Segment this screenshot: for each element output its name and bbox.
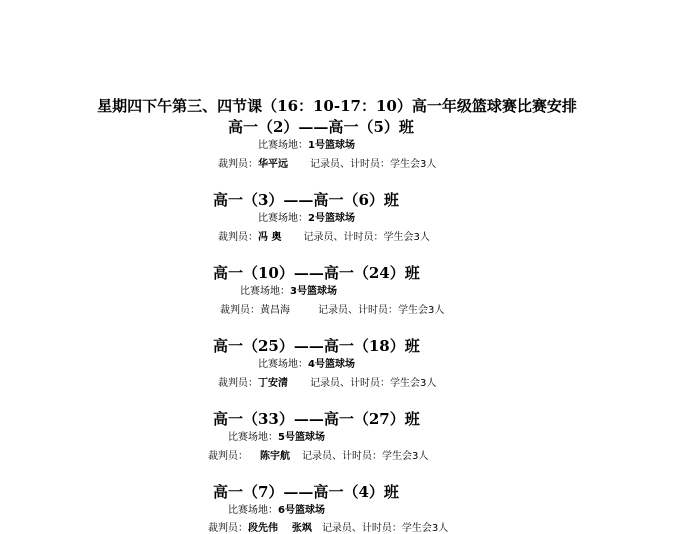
venue-line [228,501,325,516]
venue-label: 比赛场地： [258,140,308,151]
recorder-text: 记录员、计时员：学生会3人 [310,378,437,389]
match-teams: 高一（3）——高一（6）班 [213,191,399,209]
venue-value: 5号篮球场 [278,432,325,443]
referee-line [218,374,436,389]
venue-line [240,282,337,297]
recorder-text: 记录员、计时员：学生会3人 [302,451,429,462]
referee-label: 裁判员： [218,232,258,243]
venue-value: 2号篮球场 [308,213,355,224]
referee-value: 华平远 [258,159,288,170]
match-teams: 高一（25）——高一（18）班 [213,337,420,355]
venue-line [258,355,355,370]
venue-value: 4号篮球场 [308,359,355,370]
venue-label: 比赛场地： [240,286,290,297]
venue-label: 比赛场地： [258,213,308,224]
referee-value: 丁安清 [258,378,288,389]
recorder-text: 记录员、计时员：学生会3人 [318,305,445,316]
match-teams: 高一（33）——高一（27）班 [213,410,420,428]
referee-line [218,155,436,170]
venue-line [258,136,355,151]
referee-line [208,519,448,534]
referee-value: 冯 奥 [258,232,282,243]
venue-line [258,209,355,224]
referee-value: 陈宇航 [260,451,290,462]
referee-label: 裁判员： [218,378,258,389]
venue-line [228,428,325,443]
referee-line [218,228,430,243]
referee-label: 裁判员： [218,159,258,170]
venue-value: 6号篮球场 [278,505,325,516]
venue-label: 比赛场地： [228,432,278,443]
referee-label: 裁判员： [208,451,248,462]
referee-label: 裁判员： [220,305,260,316]
venue-value: 1号篮球场 [308,140,355,151]
recorder-text: 记录员、计时员：学生会3人 [321,523,449,534]
page-title: 星期四下午第三、四节课（16：10-17：10）高一年级篮球赛比赛安排 [97,97,577,115]
venue-label: 比赛场地： [228,505,278,516]
referee-line [208,447,428,462]
match-teams: 高一（7）——高一（4）班 [213,483,399,501]
venue-value: 3号篮球场 [290,286,337,297]
recorder-text: 记录员、计时员：学生会3人 [303,232,430,243]
match-teams: 高一（2）——高一（5）班 [228,118,414,136]
venue-label: 比赛场地： [258,359,308,370]
referee-label: 裁判员： [208,523,248,534]
referee-line [220,301,444,316]
referee-value: 黄昌海 [260,305,290,316]
recorder-text: 记录员、计时员：学生会3人 [310,159,437,170]
match-teams: 高一（10）——高一（24）班 [213,264,420,282]
referee-value: 段先伟 张飒 [248,523,312,534]
